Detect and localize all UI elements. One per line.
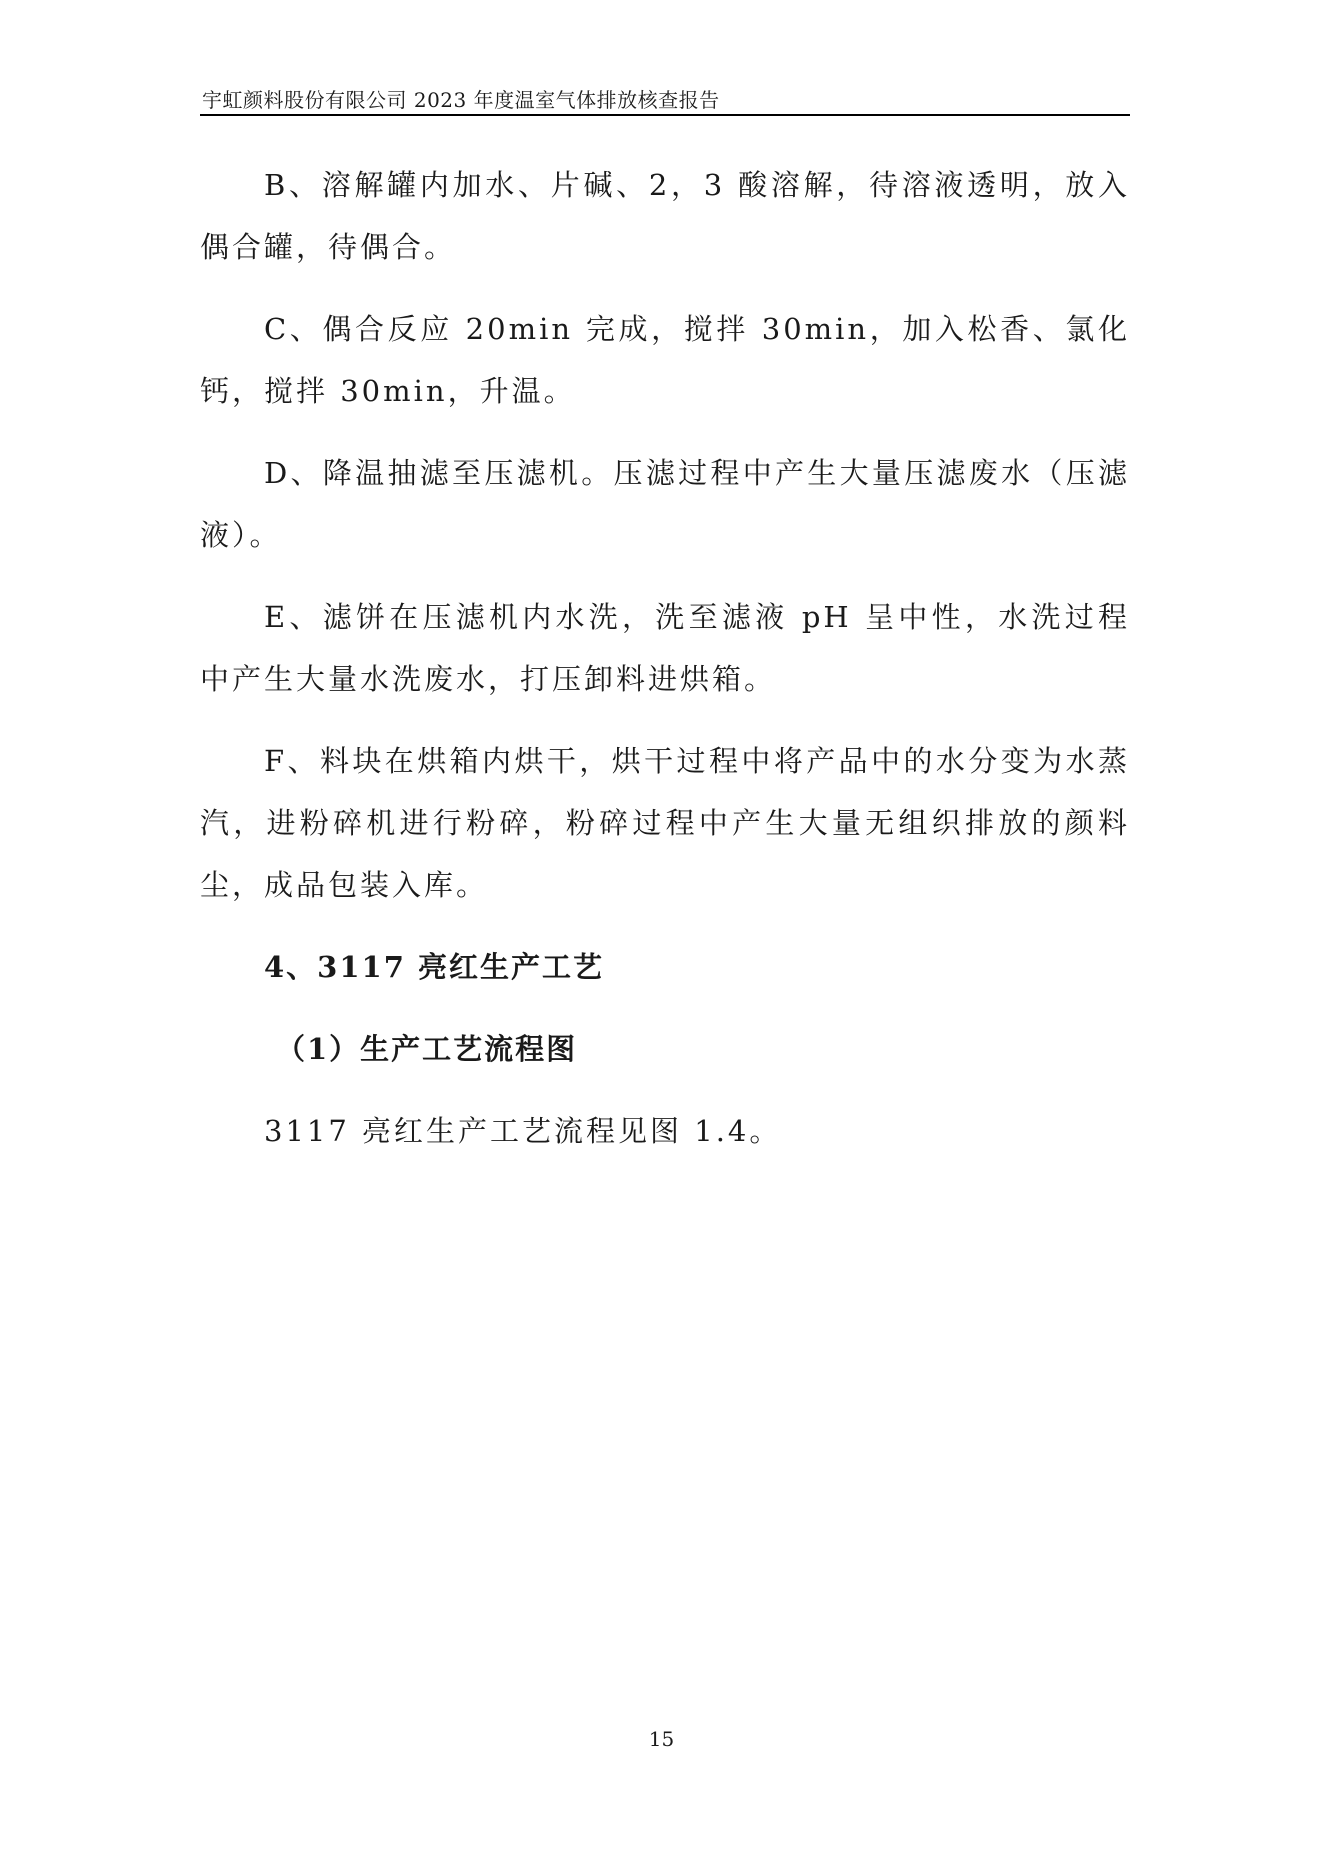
- paragraph-step-e: E、滤饼在压滤机内水洗，洗至滤液 pH 呈中性，水洗过程中产生大量水洗废水，打压卸料进烘箱。: [200, 600, 1130, 696]
- paragraph-step-c: C、偶合反应 20min 完成，搅拌 30min，加入松香、氯化钙，搅拌 30min，升温。: [200, 312, 1130, 408]
- subsection-heading: （1）生产工艺流程图: [276, 1032, 578, 1066]
- paragraph-step-b: B、溶解罐内加水、片碱、2，3 酸溶解，待溶液透明，放入偶合罐，待偶合。: [200, 168, 1130, 264]
- section-heading: 4、3117 亮红生产工艺: [264, 950, 604, 984]
- paragraph-step-d: D、降温抽滤至压滤机。压滤过程中产生大量压滤废水（压滤液）。: [200, 456, 1130, 552]
- document-body: [200, 154, 1130, 1182]
- header-title: 宇虹颜料股份有限公司 2023 年度温室气体排放核查报告: [202, 88, 720, 112]
- page-number: 15: [648, 1727, 675, 1751]
- paragraph-figure-reference: 3117 亮红生产工艺流程见图 1.4。: [264, 1114, 782, 1148]
- page-header: [200, 80, 1130, 116]
- paragraph-step-f: F、料块在烘箱内烘干，烘干过程中将产品中的水分变为水蒸汽，进粉碎机进行粉碎，粉碎过程中产生大量无组织排放的颜料尘，成品包装入库。: [200, 744, 1130, 902]
